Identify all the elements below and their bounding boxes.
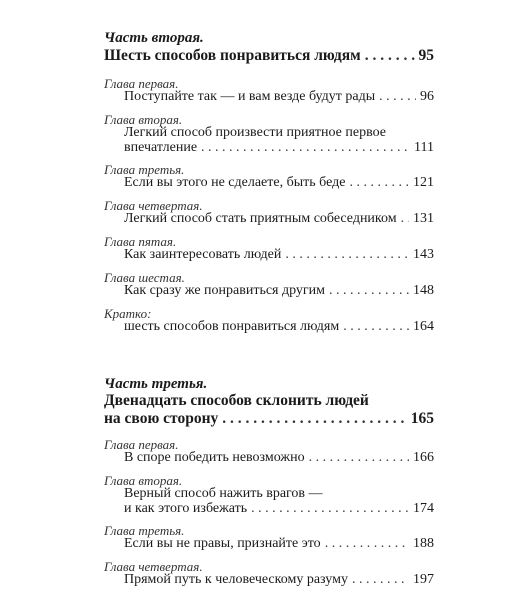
chapter-label: Глава пятая. (104, 234, 177, 249)
toc-entry[interactable] (124, 139, 434, 156)
summary-title: шесть способов понравиться людям (124, 319, 340, 334)
dot-leader (352, 571, 409, 588)
chapter-title-cont: впечатление (124, 140, 198, 155)
chapter-title: Как заинтересовать людей (124, 247, 282, 262)
chapter-title: Поступайте так — и вам везде будут рады (124, 89, 376, 104)
chapter-title: Верный способ нажить врагов — (124, 486, 323, 501)
chapter-label: Глава четвертая. (104, 198, 203, 213)
toc-entry[interactable] (124, 535, 434, 552)
summary-label: Кратко: (104, 306, 152, 321)
toc-entry[interactable] (104, 47, 434, 64)
page-number: 165 (410, 410, 434, 427)
page-number: 143 (413, 247, 434, 262)
page-number: 111 (414, 140, 434, 155)
part-title-cont: на свою сторону (104, 410, 219, 427)
toc-entry[interactable] (124, 571, 434, 588)
dot-leader (343, 318, 409, 335)
part-title: Двенадцать способов склонить людей (104, 392, 369, 409)
chapter-label: Глава третья. (104, 523, 185, 538)
page-number: 121 (413, 175, 434, 190)
page-number: 166 (413, 450, 434, 465)
part-label: Часть вторая. (104, 30, 204, 46)
dot-leader (285, 246, 409, 263)
chapter-title: Как сразу же понравиться другим (124, 283, 326, 298)
dot-leader (251, 500, 409, 517)
toc-entry[interactable] (124, 500, 434, 517)
dot-leader (329, 282, 409, 299)
dot-leader (325, 535, 409, 552)
page-number: 197 (413, 572, 434, 587)
chapter-label: Глава вторая. (104, 473, 183, 488)
dot-leader (349, 174, 409, 191)
dot-leader (379, 88, 416, 105)
page-number: 148 (413, 283, 434, 298)
page-number: 188 (413, 536, 434, 551)
dot-leader (401, 210, 409, 227)
chapter-title: Легкий способ произвести приятное первое (124, 125, 386, 140)
toc-entry[interactable] (124, 449, 434, 466)
chapter-label: Глава четвертая. (104, 559, 203, 574)
page-number: 96 (420, 89, 434, 104)
chapter-title: Если вы не правы, признайте это (124, 536, 321, 551)
chapter-label: Глава шестая. (104, 270, 185, 285)
chapter-title-cont: и как этого избежать (124, 501, 248, 516)
chapter-title: Если вы этого не сделаете, быть беде (124, 175, 346, 190)
toc-entry[interactable] (124, 318, 434, 335)
dot-leader (309, 449, 409, 466)
toc-entry[interactable] (124, 246, 434, 263)
chapter-title: Прямой путь к человеческому разуму (124, 572, 348, 587)
toc-entry[interactable] (104, 410, 434, 427)
toc-entry[interactable] (124, 282, 434, 299)
chapter-title: Легкий способ стать приятным собеседником (124, 211, 397, 226)
chapter-label: Глава вторая. (104, 112, 183, 127)
part-title: Шесть способов понравиться людям (104, 47, 361, 64)
page-number: 131 (413, 211, 434, 226)
chapter-label: Глава первая. (104, 437, 179, 452)
page-number: 95 (418, 47, 434, 64)
part-label: Часть третья. (104, 376, 208, 392)
toc-entry[interactable] (124, 174, 434, 191)
dot-leader (201, 139, 410, 156)
dot-leader (365, 47, 415, 64)
page-number: 174 (413, 501, 434, 516)
chapter-title: В споре победить невозможно (124, 450, 305, 465)
chapter-label: Глава первая. (104, 76, 179, 91)
dot-leader (222, 410, 406, 427)
page-number: 164 (413, 319, 434, 334)
chapter-label: Глава третья. (104, 162, 185, 177)
toc-entry[interactable] (124, 88, 434, 105)
toc-entry[interactable] (124, 210, 434, 227)
